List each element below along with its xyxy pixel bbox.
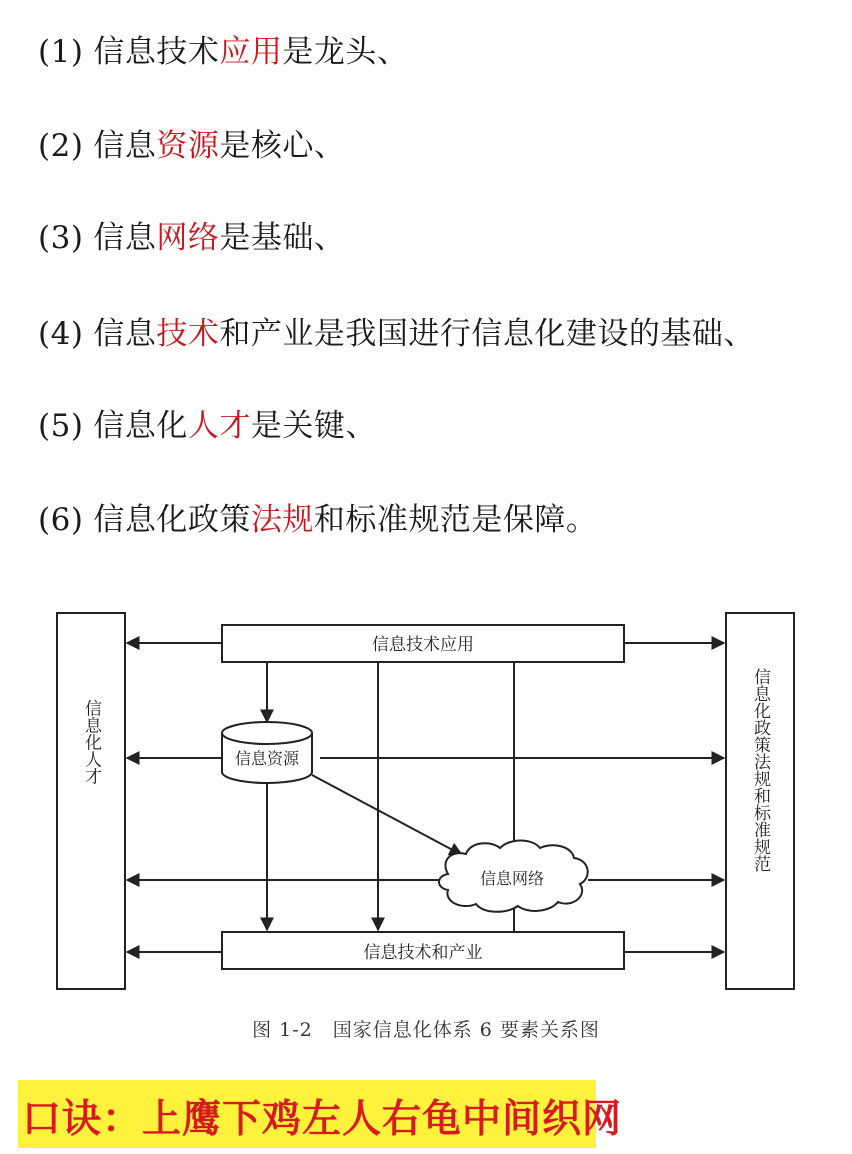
item-number: (6) xyxy=(38,502,84,538)
item-text: 是关键、 xyxy=(250,408,377,444)
item-text: 信息技术 xyxy=(93,34,220,70)
relationship-diagram xyxy=(0,600,852,1000)
list-item xyxy=(38,124,345,168)
item-text: 和标准规范是保障。 xyxy=(313,502,598,538)
item-text: 信息化 xyxy=(93,408,188,444)
item-keyword: 网络 xyxy=(156,220,220,256)
list-item xyxy=(38,30,408,74)
item-keyword: 资源 xyxy=(156,128,220,164)
policy-label: 信息化政策法规和标准规范 xyxy=(750,668,770,872)
network-label: 信息网络 xyxy=(479,869,545,888)
item-keyword: 技术 xyxy=(156,316,220,352)
item-keyword: 应用 xyxy=(219,34,283,70)
mnemonic-text: 口诀：上鹰下鸡左人右龟中间织网 xyxy=(22,1097,623,1142)
item-text: 信息 xyxy=(93,128,157,164)
item-text: 是核心、 xyxy=(219,128,346,164)
list-item xyxy=(38,312,755,356)
resource-label: 信息资源 xyxy=(234,749,300,768)
item-keyword: 人才 xyxy=(187,408,251,444)
item-number: (2) xyxy=(38,128,84,164)
item-text: 信息 xyxy=(93,316,157,352)
item-number: (1) xyxy=(38,34,84,70)
item-number: (4) xyxy=(38,316,84,352)
mnemonic-banner xyxy=(18,1080,623,1148)
item-number: (5) xyxy=(38,408,84,444)
item-text: 是基础、 xyxy=(219,220,346,256)
item-text: 是龙头、 xyxy=(282,34,409,70)
talent-label: 信息化人才 xyxy=(81,699,101,785)
list-item xyxy=(38,498,597,542)
item-text: 和产业是我国进行信息化建设的基础、 xyxy=(219,316,755,352)
figure-caption: 图 1-2 国家信息化体系 6 要素关系图 xyxy=(252,1019,600,1041)
item-keyword: 法规 xyxy=(250,502,314,538)
talent-box xyxy=(57,613,125,989)
item-number: (3) xyxy=(38,220,84,256)
list-item xyxy=(38,404,377,448)
industry-label: 信息技术和产业 xyxy=(363,943,483,963)
arrow-resource-to-network xyxy=(312,775,462,855)
list-item xyxy=(38,216,345,260)
item-text: 信息化政策 xyxy=(93,502,251,538)
app-label: 信息技术应用 xyxy=(372,635,474,655)
item-text: 信息 xyxy=(93,220,157,256)
